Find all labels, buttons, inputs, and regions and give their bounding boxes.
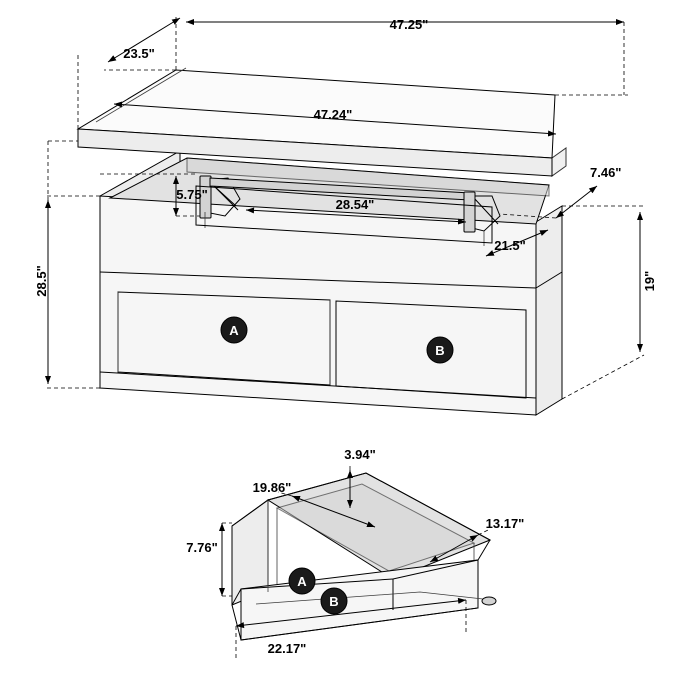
table-figure [44,14,644,415]
callout-a-table-label: A [229,323,239,338]
label-overall-height: 28.5" [34,265,49,297]
label-interior-depth: 21.5" [494,238,526,253]
label-drawer-interior-depth: 13.17" [485,516,525,531]
lift-top-panel [78,68,566,176]
label-drawer-interior-height: 3.94" [344,447,376,462]
callout-a-drawer-label: A [297,574,307,589]
callout-a-drawer [289,568,315,594]
label-overall-width: 47.25" [389,17,429,32]
label-drawer-front-height: 7.76" [186,540,218,555]
callout-b-drawer-label: B [329,594,339,609]
label-table-height: 19" [642,270,657,292]
label-drawer-interior-width: 19.86" [252,480,292,495]
callout-a-table [221,317,247,343]
label-top-width: 47.24" [313,107,353,122]
label-overall-depth: 23.5" [123,46,155,61]
callout-b-drawer [321,588,347,614]
label-drawer-front-width: 22.17" [267,641,307,656]
label-lift-top-depth: 7.46" [590,165,622,180]
callout-b-table [427,337,453,363]
label-lift-rise: 5.75" [176,187,208,202]
label-interior-width: 28.54" [335,197,375,212]
callout-b-table-label: B [435,343,445,358]
